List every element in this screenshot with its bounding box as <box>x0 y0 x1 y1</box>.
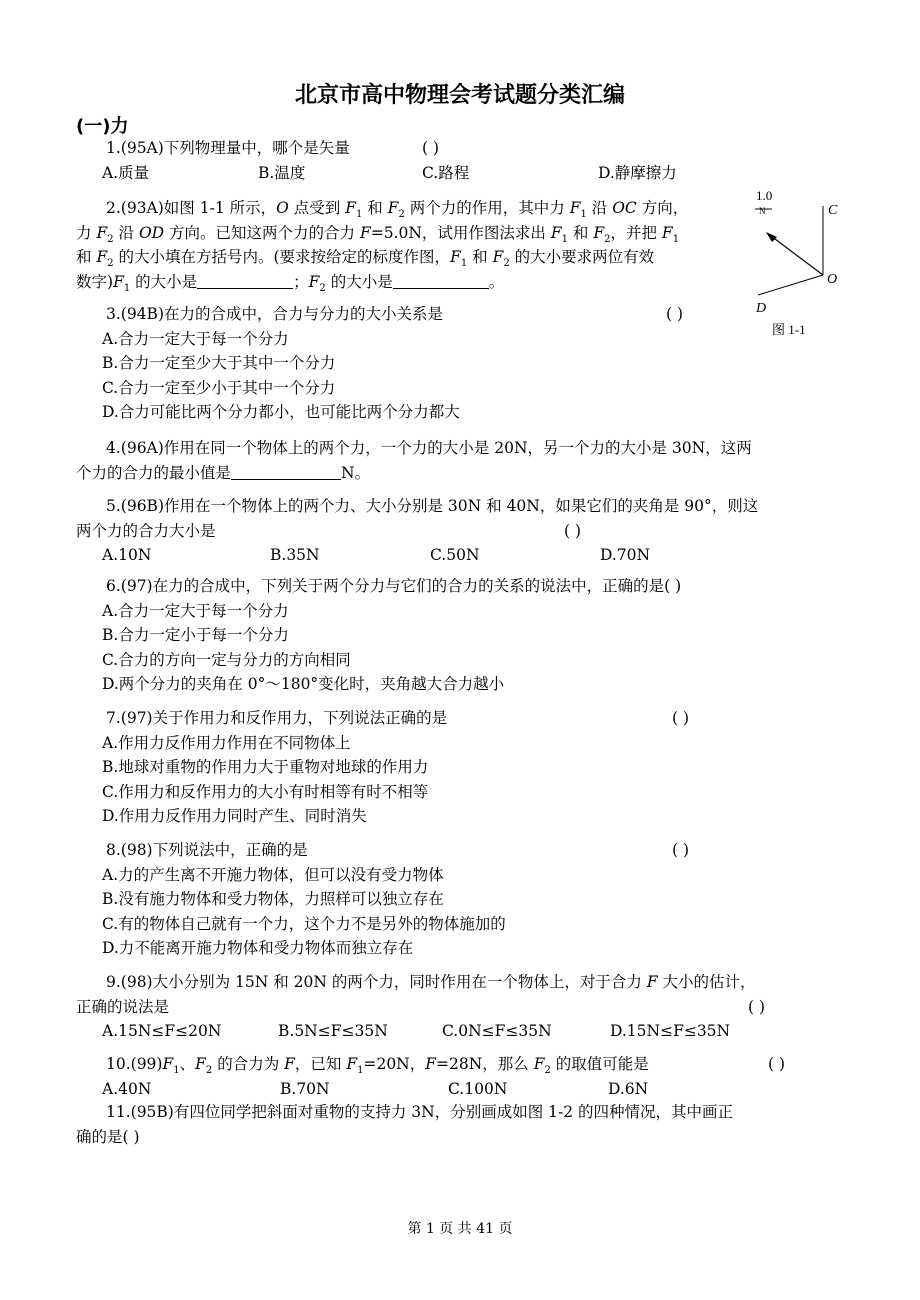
question-6-option-a: A.合力一定大于每一个分力 <box>102 601 289 620</box>
f2-symbol: F <box>533 1055 545 1073</box>
question-3-option-a: A.合力一定大于每一个分力 <box>102 329 289 348</box>
question-7-option-a: A.作用力反作用力作用在不同物体上 <box>102 733 351 752</box>
question-2-text: 的大小是 <box>130 272 198 291</box>
question-9-text: 大小的估计， <box>657 973 756 991</box>
question-2-text: 沿 <box>586 199 613 217</box>
question-9-answer-paren: ( ) <box>748 997 766 1016</box>
subscript-2: 2 <box>205 1065 213 1077</box>
question-1-answer-paren: ( ) <box>422 139 440 157</box>
question-2-text: 两个力的作用，其中力 <box>404 199 570 217</box>
question-7 <box>76 706 848 829</box>
scale-value: 1.0 <box>756 188 773 203</box>
question-9-line-2: 正确的说法是 <box>76 997 170 1016</box>
question-5-answer-paren: ( ) <box>564 521 582 540</box>
segment-oc: OC <box>612 199 637 217</box>
question-2-text: 方向， <box>636 199 689 217</box>
subscript-2: 2 <box>544 1065 551 1077</box>
subscript-1: 1 <box>173 1065 180 1077</box>
question-5-option-c: C.50N <box>430 546 480 564</box>
label-d: D <box>756 301 767 316</box>
line-od <box>758 275 823 295</box>
f1-symbol: F <box>345 199 356 217</box>
question-4-answer-blank[interactable] <box>231 461 341 480</box>
question-2-text: 点受到 <box>288 199 346 217</box>
question-9-option-a: A.15N≤F≤20N <box>102 1022 222 1040</box>
question-3-answer-paren: ( ) <box>666 305 684 323</box>
f1-symbol: F <box>162 1055 174 1073</box>
question-3 <box>76 302 848 425</box>
f2-symbol: F <box>195 1055 206 1073</box>
subscript-1: 1 <box>357 1065 364 1077</box>
question-10-option-d: D.6N <box>608 1079 649 1098</box>
question-2-text: 和 <box>467 248 493 266</box>
f-symbol: F <box>359 223 371 242</box>
question-1-stem: 1.(95A)下列物理量中，哪个是矢量 <box>106 139 350 157</box>
subscript-1: 1 <box>460 258 468 270</box>
point-o-italic: O <box>276 199 289 217</box>
f2-symbol: F <box>593 223 605 242</box>
document-title: 北京市高中物理会考试题分类汇编 <box>294 83 625 108</box>
question-8-stem: 8.(98)下列说法中，正确的是 <box>106 841 308 859</box>
question-5-option-d: D.70N <box>600 546 651 564</box>
subscript-2: 2 <box>398 209 405 221</box>
question-2-text: 力 <box>76 223 97 242</box>
question-3-option-c: C.合力一定至少小于其中一个分力 <box>102 378 336 397</box>
question-11-line-1: 11.(95B)有四位同学把斜面对重物的支持力 3N，分别画成如图 1-2 的四种情况，其中画正 <box>106 1103 734 1121</box>
subscript-1: 1 <box>561 233 568 245</box>
f-symbol: F <box>646 973 658 991</box>
question-9-option-b: B.5N≤F≤35N <box>278 1022 388 1040</box>
f-symbol: F <box>284 1055 295 1073</box>
question-9-option-c: C.0N≤F≤35N <box>442 1022 552 1040</box>
question-8-option-c: C.有的物体自己就有一个力，这个力不是另外的物体施加的 <box>102 914 506 933</box>
subscript-2: 2 <box>503 258 510 270</box>
question-8-option-b: B.没有施力物体和受力物体，力照样可以独立存在 <box>102 890 444 908</box>
segment-od: OD <box>138 223 165 242</box>
question-10-answer-paren: ( ) <box>768 1055 786 1073</box>
question-5-option-b: B.35N <box>270 546 320 564</box>
question-9-text: 9.(98)大小分别为 15N 和 20N 的两个力，同时作用在一个物体上，对于合力 <box>106 973 647 991</box>
question-7-option-c: C.作用力和反作用力的大小有时相等有时不相等 <box>102 782 429 801</box>
subscript-1: 1 <box>123 282 131 294</box>
question-2-text: 的大小是 <box>325 272 393 291</box>
question-1-option-d: D.静摩擦力 <box>598 163 677 182</box>
question-5 <box>76 494 848 568</box>
question-9 <box>76 970 848 1044</box>
question-5-line-2: 两个力的合力大小是 <box>76 521 216 540</box>
question-7-answer-paren: ( ) <box>672 709 690 727</box>
f1-symbol: F <box>346 1055 358 1073</box>
question-10-text: 的合力为 <box>212 1055 285 1073</box>
question-2-text: 沿 <box>113 223 139 242</box>
section-heading: (一)力 <box>76 116 129 137</box>
subscript-1: 1 <box>672 233 680 245</box>
question-7-option-d: D.作用力反作用力同时产生、同时消失 <box>102 807 367 825</box>
question-10-text: 的取值可能是 <box>550 1055 649 1073</box>
question-7-option-b: B.地球对重物的作用力大于重物对地球的作用力 <box>102 758 429 776</box>
question-6-option-b: B.合力一定小于每一个分力 <box>102 626 289 644</box>
question-10-text: 、 <box>179 1055 196 1073</box>
f1-symbol: F <box>113 272 124 291</box>
question-4-unit: N。 <box>341 463 371 482</box>
f2-symbol: F <box>96 248 108 266</box>
question-6-option-c: C.合力的方向一定与分力的方向相同 <box>102 650 351 669</box>
arrowhead-icon <box>766 232 777 242</box>
question-11-line-2: 确的是( ) <box>76 1127 140 1146</box>
subscript-2: 2 <box>107 233 114 245</box>
question-2-text: 和 <box>362 199 388 217</box>
question-1-option-c: C.路程 <box>422 163 470 182</box>
scale-unit: N <box>759 206 766 216</box>
question-10-option-a: A.40N <box>102 1079 152 1098</box>
subscript-1: 1 <box>355 209 363 221</box>
question-10-text: =20N， <box>363 1055 426 1073</box>
question-1 <box>76 136 848 185</box>
subscript-2: 2 <box>604 233 611 245</box>
f-symbol: F <box>425 1055 437 1073</box>
f2-symbol: F <box>387 199 399 217</box>
subscript-1: 1 <box>580 209 587 221</box>
resultant-force-arrow <box>771 236 823 275</box>
question-8 <box>76 838 848 961</box>
question-3-option-b: B.合力一定至少大于其中一个分力 <box>102 354 336 372</box>
question-10-option-c: C.100N <box>448 1079 508 1098</box>
label-c: C <box>828 203 838 218</box>
question-3-option-d: D.合力可能比两个分力都小，也可能比两个分力都大 <box>102 403 460 421</box>
f1-symbol: F <box>661 223 673 242</box>
question-2-text: 方向。已知这两个力的合力 <box>164 223 360 242</box>
question-2-text: ，并把 <box>610 223 662 242</box>
question-2-text: 的大小填在方括号内。(要求按给定的标度作图， <box>113 248 451 266</box>
question-10 <box>76 1052 848 1101</box>
f1-symbol: F <box>569 199 581 217</box>
question-5-line-1: 5.(96B)作用在一个物体上的两个力、大小分别是 30N 和 40N，如果它们的夹角是 90°，则这 <box>106 497 759 515</box>
question-6 <box>76 574 848 697</box>
f2-symbol: F <box>96 223 108 242</box>
question-2 <box>76 196 742 294</box>
question-8-option-d: D.力不能离开施力物体和受力物体而独立存在 <box>102 939 414 957</box>
question-5-option-a: A.10N <box>102 546 152 564</box>
label-o: O <box>827 272 838 287</box>
question-8-answer-paren: ( ) <box>672 841 690 859</box>
question-2-text: 2.(93A)如图 1-1 所示， <box>106 199 277 217</box>
subscript-2: 2 <box>107 258 114 270</box>
question-10-text: ，已知 <box>294 1055 347 1073</box>
page-footer: 第 1 页 共 41 页 <box>407 1221 513 1237</box>
question-2-text: =5.0N，试用作图法求出 <box>370 223 551 242</box>
question-2-text: 和 <box>567 223 594 242</box>
question-2-text: ； <box>293 272 309 291</box>
question-6-stem: 6.(97)在力的合成中，下列关于两个分力与它们的合力的关系的说法中，正确的是( ) <box>106 577 682 595</box>
f2-answer-blank[interactable] <box>393 270 489 289</box>
question-1-option-b: B.温度 <box>258 163 306 182</box>
question-1-option-a: A.质量 <box>102 163 150 182</box>
question-4-line-1: 4.(96A)作用在同一个物体上的两个力，一个力的大小是 20N，另一个力的大小是 30N，这两 <box>106 439 752 457</box>
f1-symbol: F <box>450 248 461 266</box>
question-3-stem: 3.(94B)在力的合成中，合力与分力的大小关系是 <box>106 305 443 323</box>
question-9-option-d: D.15N≤F≤35N <box>610 1022 731 1040</box>
question-10-option-b: B.70N <box>280 1079 330 1098</box>
f2-symbol: F <box>308 272 320 291</box>
f2-symbol: F <box>492 248 504 266</box>
question-11 <box>76 1100 848 1149</box>
question-4 <box>76 436 848 485</box>
question-2-text: 数字) <box>76 272 114 291</box>
figure-caption: 图 1-1 <box>772 322 806 337</box>
question-8-option-a: A.力的产生离不开施力物体，但可以没有受力物体 <box>102 865 444 884</box>
question-10-text: 10.(99) <box>106 1055 163 1073</box>
question-4-text: 个力的合力的最小值是 <box>76 463 232 482</box>
question-6-option-d: D.两个分力的夹角在 0°～180°变化时，夹角越大合力越小 <box>102 675 505 693</box>
question-10-text: =28N，那么 <box>436 1055 534 1073</box>
question-2-text: 的大小要求两位有效 <box>509 248 655 266</box>
question-2-text: 。 <box>488 272 505 291</box>
f1-answer-blank[interactable] <box>197 270 293 289</box>
question-2-text: 和 <box>76 248 97 266</box>
subscript-2: 2 <box>319 282 326 294</box>
f1-symbol: F <box>550 223 562 242</box>
question-7-stem: 7.(97)关于作用力和反作用力，下列说法正确的是 <box>106 709 448 727</box>
